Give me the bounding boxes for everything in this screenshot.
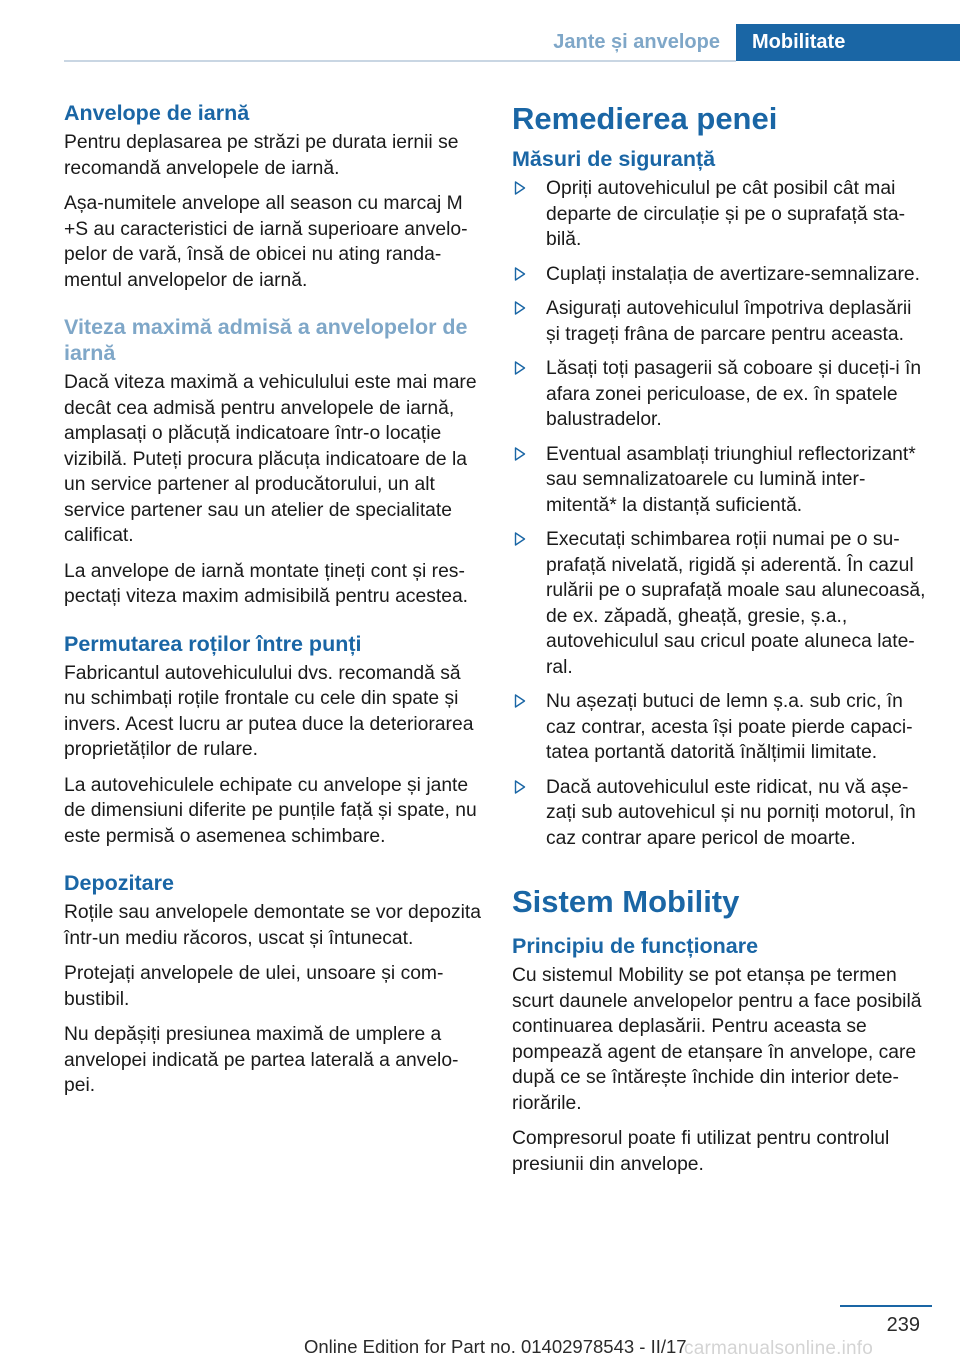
safety-list-item <box>512 296 928 347</box>
safety-list-item <box>512 262 928 288</box>
header-divider <box>64 60 736 62</box>
section-tab: Jante și anvelope <box>537 24 736 61</box>
left-column <box>64 100 482 1109</box>
safety-list-item-text: Opriți autovehiculul pe cât posibil cât mai departe de circulație și pe o suprafață stabilă. <box>546 178 906 250</box>
max-speed-paragraph-1: Dacă viteza maximă a vehiculului este mai mare decât cea admisă pentru anvelopele de iarnă, amplasați o plăcuță indicatoare într-o locație vizibilă. Puteți procura plăcuța indicatoare de la un service partener al producătorului, un alt service partener sau un atelier de specialitate calificat. <box>64 372 477 546</box>
safety-list-item <box>512 356 928 433</box>
safety-list-item-text: Asigurați autovehiculul împotriva deplasării și trageți frâna de parcare pentru aceasta. <box>546 298 912 345</box>
safety-list-item-text: Nu așezați butuci de lemn ș.a. sub cric, în caz contrar, acesta își poate pierde capacitatea portantă datorită înălțimii limitate. <box>546 691 913 763</box>
triangle-right-outline-icon <box>514 299 526 317</box>
chapter-tab: Mobilitate <box>736 24 960 61</box>
mobility-paragraph-2: Compresorul poate fi utilizat pentru controlul presiunii din anvelope. <box>512 1128 890 1175</box>
triangle-right-outline-icon <box>514 265 526 283</box>
safety-list-item <box>512 176 928 253</box>
safety-list-item <box>512 442 928 519</box>
winter-tires-paragraph-2: Așa-numitele anvelope all season cu marcaj M +S au caracteristici de iarnă superioare anvelopelor de vară, însă de obicei nu ating randamentul anvelopelor de iarnă. <box>64 193 468 291</box>
safety-list-item-text: Eventual asamblați triunghiul reflectorizant* sau semnalizatoarele cu lumină intermitentă* la distanță suficientă. <box>546 443 916 516</box>
mobility-paragraph-1: Cu sistemul Mobility se pot etanșa pe termen scurt daunele anvelopelor pentru a face posibilă continuarea deplasării. Pentru aceasta se pompează agent de etanșare în anvelope, care după ce se întărește închide din interior deteriorările. <box>512 965 922 1114</box>
page-number: 239 <box>886 1314 920 1336</box>
rotation-paragraph-2: La autovehiculele echipate cu anvelope și jante de dimensiuni diferite pe punțile față și spate, nu este permisă o asemenea schimbare. <box>64 774 477 847</box>
storage-paragraph-1: Roțile sau anvelopele demontate se vor depozita într-un mediu răcoros, uscat și întunecat. <box>64 902 481 949</box>
safety-list-item <box>512 775 928 852</box>
safety-list-item-text: Executați schimbarea roții numai pe o suprafață nivelată, rigidă și aderentă. În cazul rulării pe o suprafață moale sau alunecoasă, de ex. zăpadă, gheață, gresie, ș.a., autovehiculul sau cricul poate aluneca lateral. <box>546 529 926 678</box>
watermark: carmanualsonline.info <box>684 1338 874 1359</box>
safety-list-item <box>512 527 928 680</box>
right-column <box>512 100 928 1187</box>
rotation-paragraph-1: Fabricantul autovehiculului dvs. recomandă să nu schimbați roțile frontale cu cele din spate și invers. Acest lucru ar putea duce la deteriorarea proprietăților de rulare. <box>64 662 474 760</box>
winter-tires-heading: Anvelope de iarnă <box>64 101 250 125</box>
triangle-right-outline-icon <box>514 179 526 197</box>
winter-tires-paragraph-1: Pentru deplasarea pe străzi pe durata iernii se recomandă anvelopele de iarnă. <box>64 132 459 179</box>
max-speed-heading: Viteza maximă admisă a anvelopelor de iarnă <box>64 315 468 365</box>
safety-list <box>512 176 928 851</box>
safety-heading: Măsuri de siguranță <box>512 147 716 171</box>
mobility-title: Sistem Mobility <box>512 884 740 919</box>
triangle-right-outline-icon <box>514 445 526 463</box>
footer-divider <box>840 1305 932 1307</box>
max-speed-paragraph-2: La anvelope de iarnă montate țineți cont și respectați viteza maxim admisibilă pentru acestea. <box>64 560 469 607</box>
safety-list-item <box>512 689 928 766</box>
triangle-right-outline-icon <box>514 359 526 377</box>
storage-heading: Depozitare <box>64 871 174 895</box>
triangle-right-outline-icon <box>514 530 526 548</box>
storage-paragraph-3: Nu depășiți presiunea maximă de umplere a anvelopei indicată pe partea laterală a anvelopei. <box>64 1024 459 1096</box>
puncture-title: Remedierea penei <box>512 101 778 136</box>
safety-list-item-text: Lăsați toți pasagerii să coboare și duceți-i în afara zonei periculoase, de ex. în spatele balustradelor. <box>546 358 922 430</box>
triangle-right-outline-icon <box>514 778 526 796</box>
safety-list-item-text: Cuplați instalația de avertizare-semnalizare. <box>546 263 921 285</box>
page-header <box>537 24 960 61</box>
safety-list-item-text: Dacă autovehiculul este ridicat, nu vă așezați sub autovehicul și nu porniți motorul, în caz contrar apare pericol de moarte. <box>546 776 916 849</box>
triangle-right-outline-icon <box>514 692 526 710</box>
rotation-heading: Permutarea roților între punți <box>64 631 362 656</box>
storage-paragraph-2: Protejați anvelopele de ulei, unsoare și combustibil. <box>64 963 444 1010</box>
edition-note: Online Edition for Part no. 01402978543 - II/17 <box>304 1336 687 1357</box>
principle-heading: Principiu de funcționare <box>512 934 759 958</box>
